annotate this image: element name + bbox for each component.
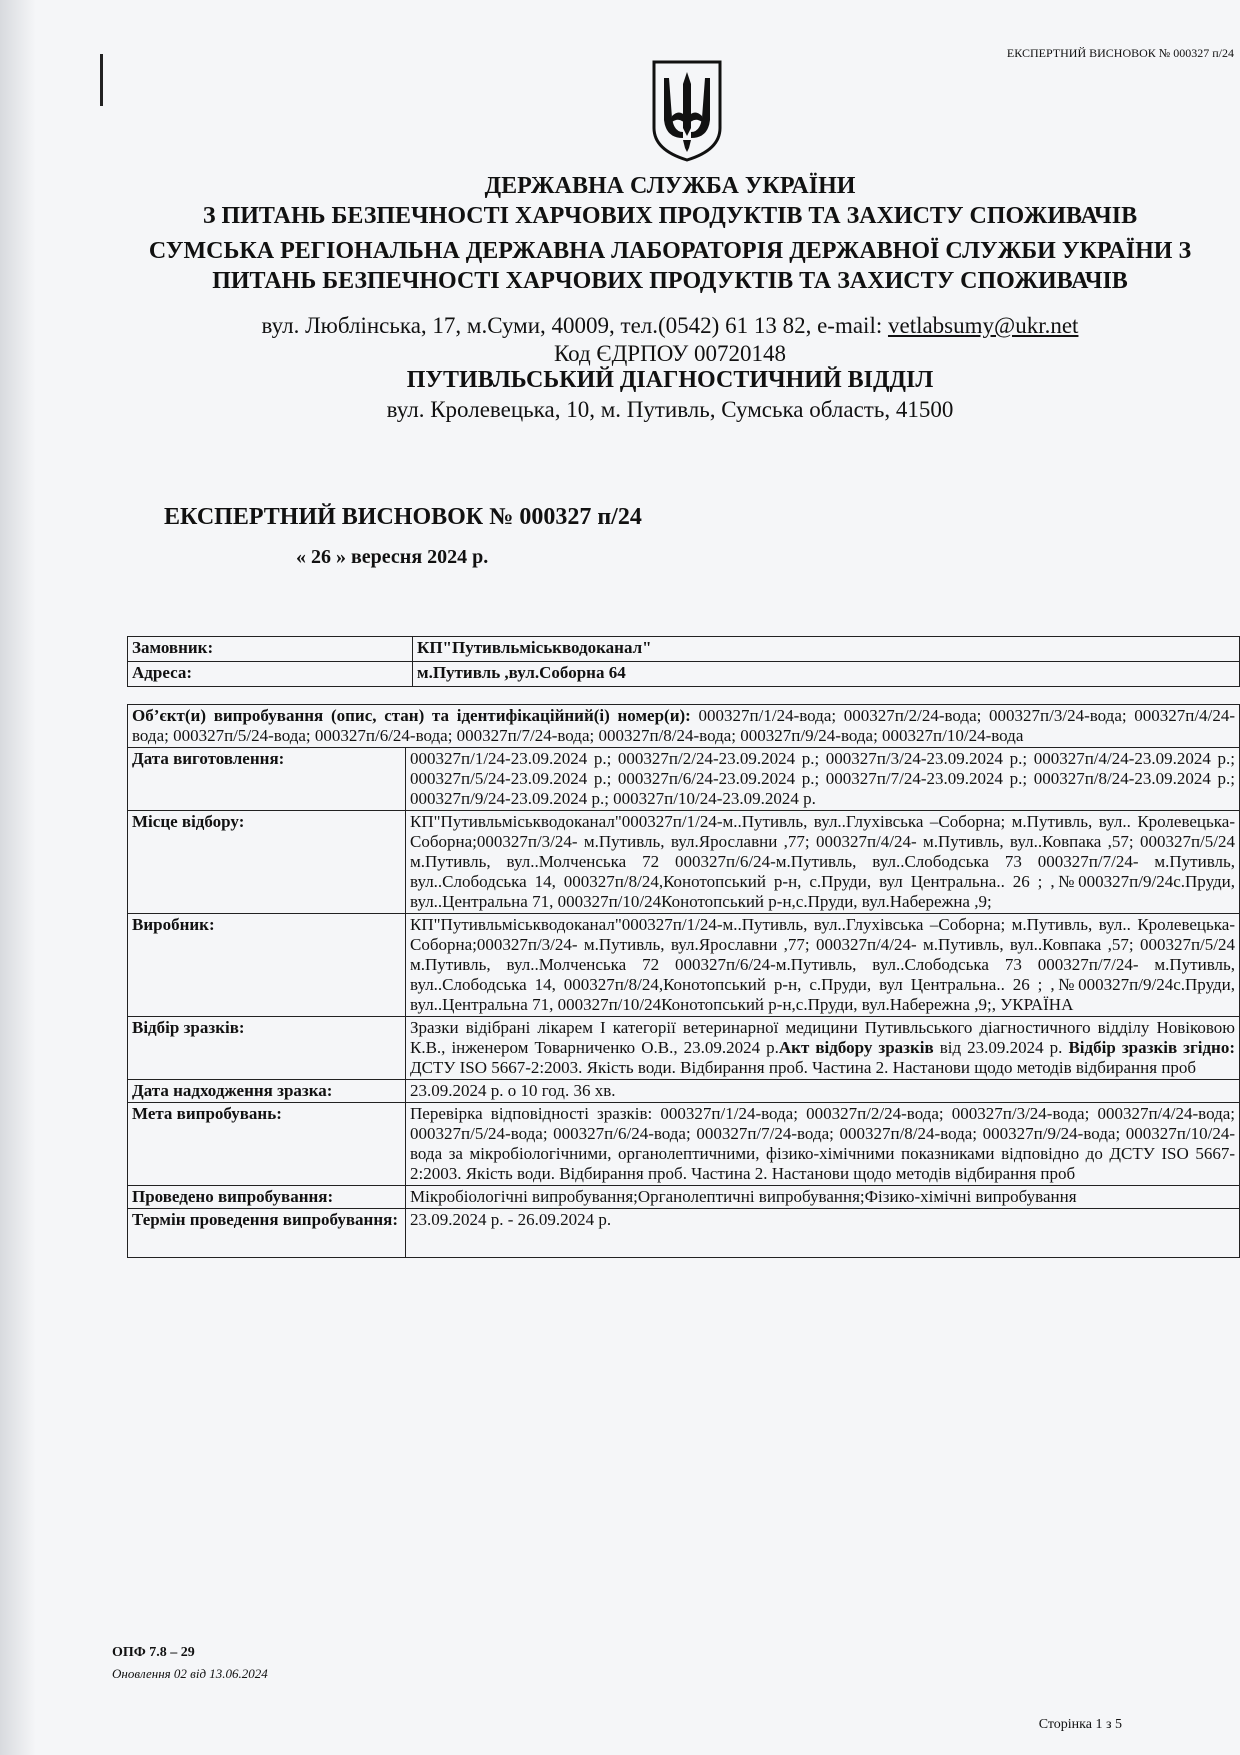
table-row xyxy=(128,1209,1240,1258)
objects-value: 000327п/1/24-вода; 000327п/2/24-вода; 000327п/3/24-вода; 000327п/4/24-вода; 000327п/5/24-вода; 000327п/6/24-вода; 000327п/7/24-вода; 000327п/8/24-вода; 000327п/9/24-вода; 000327п/10/24-вода xyxy=(132,706,1235,745)
lab-name-line2: ПИТАНЬ БЕЗПЕЧНОСТІ ХАРЧОВИХ ПРОДУКТІВ ТА ЗАХИСТУ СПОЖИВАЧІВ xyxy=(212,268,1128,294)
production-date-label: Дата виготовлення: xyxy=(128,748,406,811)
sampling-text-2: від 23.09.2024 р. xyxy=(933,1038,1069,1057)
department-name: ПУТИВЛЬСЬКИЙ ДІАГНОСТИЧНИЙ ВІДДІЛ xyxy=(406,367,934,393)
sampling-text-3: ДСТУ ISO 5667-2:2003. Якість води. Відбирання проб. Частина 2. Настанови щодо методів відбирання проб xyxy=(410,1058,1197,1077)
production-date-value: 000327п/1/24-23.09.2024 р.; 000327п/2/24-23.09.2024 р.; 000327п/3/24-23.09.2024 р.; 000327п/4/24-23.09.2024 р.; 000327п/5/24-23.09.2024 р.; 000327п/6/24-23.09.2024 р.; 000327п/7/24-23.09.2024 р.; 000327п/8/24-23.09.2024 р.; 000327п/9/24-23.09.2024 р.; 000327п/10/24-23.09.2024 р. xyxy=(406,748,1240,811)
page-number: Сторінка 1 з 5 xyxy=(1038,1717,1122,1732)
trident-emblem-icon xyxy=(650,58,724,162)
table-row xyxy=(128,1017,1240,1080)
corner-reference: ЕКСПЕРТНИЙ ВИСНОВОК № 000327 п/24 xyxy=(1006,46,1234,60)
test-period-value: 23.09.2024 р. - 26.09.2024 р. xyxy=(406,1209,1240,1258)
department-address: вул. Кролевецька, 10, м. Путивль, Сумська область, 41500 xyxy=(386,397,954,422)
details-table xyxy=(127,704,1240,1258)
table-row xyxy=(128,914,1240,1017)
table-row xyxy=(128,1080,1240,1103)
lab-name-line1: СУМСЬКА РЕГІОНАЛЬНА ДЕРЖАВНА ЛАБОРАТОРІЯ ДЕРЖАВНОЇ СЛУЖБИ УКРАЇНИ З xyxy=(148,238,1192,264)
table-row xyxy=(128,1103,1240,1186)
sampling-act-label: Акт відбору зразків xyxy=(778,1038,934,1057)
table-row xyxy=(128,705,1240,748)
sampling-value xyxy=(406,1017,1240,1080)
document-date: « 26 » вересня 2024 р. xyxy=(296,546,489,568)
sampling-place-value: КП"Путивльміськводоканал"000327п/1/24-м..Путивль, вул..Глухівська –Соборна; м.Путивль, вул.. Кролевецька-Соборна;000327п/3/24- м.Путивль, вул.Ярославни ,77; 000327п/4/24- м.Путивль, вул..Ковпака ,57; 000327п/5/24 м.Путивль, вул..Молченська 72 000327п/6/24-м.Путивль, вул..Слободська 73 000327п/7/24- м.Путивль, вул..Слободська 14, 000327п/8/24,Конотопський р-н, с.Пруди, вул Центральна.. 26 ; ,№000327п/9/24с.Пруди, вул..Центральна 71, 000327п/10/24Конотопський р-н,с.Пруди, вул.Набережна ,9; xyxy=(406,811,1240,914)
sampling-standard-label: Відбір зразків згідно: xyxy=(1068,1038,1236,1057)
test-purpose-label: Мета випробувань: xyxy=(128,1103,406,1186)
table-row xyxy=(128,662,1240,687)
tests-performed-label: Проведено випробування: xyxy=(128,1186,406,1209)
sampling-place-label: Місце відбору: xyxy=(128,811,406,914)
tests-performed-value: Мікробіологічні випробування;Органолептичні випробування;Фізико-хімічні випробування xyxy=(406,1186,1240,1209)
org-name-line1: ДЕРЖАВНА СЛУЖБА УКРАЇНИ xyxy=(484,173,856,199)
table-row xyxy=(128,748,1240,811)
customer-table xyxy=(127,636,1240,687)
receipt-date-value: 23.09.2024 р. о 10 год. 36 хв. xyxy=(406,1080,1240,1103)
edrpou-code: Код ЄДРПОУ 00720148 xyxy=(553,341,787,366)
scan-edge-shadow xyxy=(0,0,36,1755)
table-row xyxy=(128,637,1240,662)
form-code: ОПФ 7.8 – 29 xyxy=(112,1645,195,1660)
table-row xyxy=(128,1186,1240,1209)
org-name-line2: З ПИТАНЬ БЕЗПЕЧНОСТІ ХАРЧОВИХ ПРОДУКТІВ ТА ЗАХИСТУ СПОЖИВАЧІВ xyxy=(202,203,1138,229)
objects-cell xyxy=(128,705,1240,748)
address-value: м.Путивль ,вул.Соборна 64 xyxy=(413,662,1240,687)
sampling-text-1: Зразки відібрані лікарем І категорії ветеринарної медицини Путивльського діагностичного відділу Новіковою К.В., інженером Товарниченко О.В., 23.09.2024 р. xyxy=(410,1018,1235,1057)
sampling-label: Відбір зразків: xyxy=(128,1017,406,1080)
revision-note: Оновлення 02 від 13.06.2024 xyxy=(112,1666,268,1681)
receipt-date-label: Дата надходження зразка: xyxy=(128,1080,406,1103)
test-period-label: Термін проведення випробування: xyxy=(128,1209,406,1258)
objects-label: Об’єкт(и) випробування (опис, стан) та ідентифікаційний(і) номер(и): xyxy=(132,706,691,725)
address-label: Адреса: xyxy=(128,662,413,687)
lab-address xyxy=(100,312,1240,340)
customer-value: КП"Путивльміськводоканал" xyxy=(413,637,1240,662)
email-link[interactable]: vetlabsumy@ukr.net xyxy=(887,313,1079,338)
test-purpose-value: Перевірка відповідності зразків: 000327п/1/24-вода; 000327п/2/24-вода; 000327п/3/24-вода; 000327п/4/24-вода; 000327п/5/24-вода; 000327п/6/24-вода; 000327п/7/24-вода; 000327п/8/24-вода; 000327п/9/24-вода; 000327п/10/24-вода за мікробіологічними, органолептичними, фізико-хімічними показниками відповідно до ДСТУ ISO 5667-2:2003. Якість води. Відбирання проб. Частина 2. Настанови щодо методів відбирання проб xyxy=(406,1103,1240,1186)
manufacturer-value: КП"Путивльміськводоканал"000327п/1/24-м..Путивль, вул..Глухівська –Соборна; м.Путивль, вул.. Кролевецька-Соборна;000327п/3/24- м.Путивль, вул.Ярославни ,77; 000327п/4/24- м.Путивль, вул..Ковпака ,57; 000327п/5/24 м.Путивль, вул..Молченська 72 000327п/6/24-м.Путивль, вул..Слободська 73 000327п/7/24- м.Путивль, вул..Слободська 14, 000327п/8/24,Конотопський р-н, с.Пруди, вул Центральна.. 26 ; ,№000327п/9/24с.Пруди, вул..Центральна 71, 000327п/10/24Конотопський р-н,с.Пруди, вул.Набережна ,9;, УКРАЇНА xyxy=(406,914,1240,1017)
address-text: вул. Люблінська, 17, м.Суми, 40009, тел.(0542) 61 13 82, e-mail: xyxy=(261,313,888,338)
table-row xyxy=(128,811,1240,914)
document-title: ЕКСПЕРТНИЙ ВИСНОВОК № 000327 п/24 xyxy=(164,504,642,530)
manufacturer-label: Виробник: xyxy=(128,914,406,1017)
customer-label: Замовник: xyxy=(128,637,413,662)
pen-mark xyxy=(100,54,103,106)
